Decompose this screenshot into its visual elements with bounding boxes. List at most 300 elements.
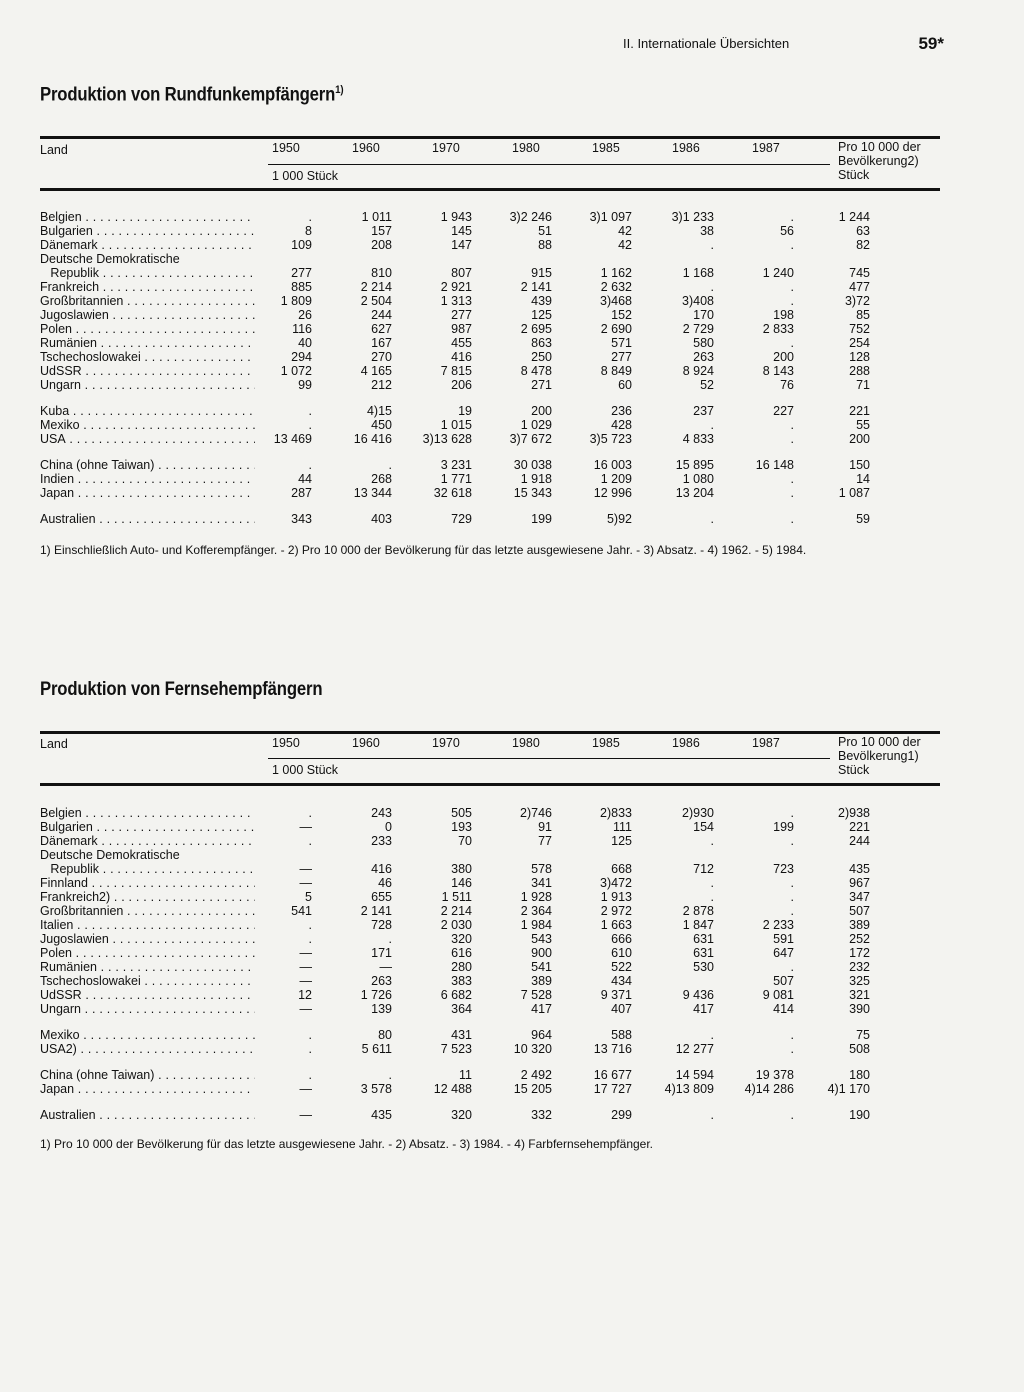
country-label: Großbritannien . . . (40, 904, 255, 918)
table-cell: 2 030 (440, 918, 472, 932)
table-cell: 417 (693, 1002, 714, 1016)
table-cell: 263 (371, 974, 392, 988)
table-cell: 2)833 (600, 806, 632, 820)
table-cell: 5 611 (361, 1042, 392, 1056)
table-cell: 280 (451, 960, 472, 974)
table-cell: 7 815 (440, 364, 472, 378)
table-cell: 244 (849, 834, 870, 848)
table-cell: 3)2 246 (509, 210, 552, 224)
table-cell: . (790, 512, 794, 526)
table-cell: . (308, 918, 312, 932)
table-cell: 212 (371, 378, 392, 392)
table-cell: 1 918 (520, 472, 552, 486)
table-cell: 723 (773, 862, 794, 876)
table-cell: 477 (849, 280, 870, 294)
country-label: Mexiko . . . (40, 418, 255, 432)
table-cell: . (790, 238, 794, 252)
table-cell: 320 (451, 1108, 472, 1122)
table-row (40, 988, 940, 1002)
table-cell: . (790, 960, 794, 974)
country-label: Mexiko . . . (40, 1028, 255, 1042)
table-cell: 455 (451, 336, 472, 350)
table-cell: 2 214 (440, 904, 472, 918)
table-cell: 157 (371, 224, 392, 238)
table-cell: 647 (773, 946, 794, 960)
table-cell: 403 (371, 512, 392, 526)
table-cell: 414 (773, 1002, 794, 1016)
table-row (40, 266, 940, 280)
table-row (40, 294, 940, 308)
table-cell: . (308, 834, 312, 848)
table-cell: 19 (458, 404, 472, 418)
table-cell: . (790, 336, 794, 350)
table2-col-per-population: Pro 10 000 der Bevölkerung1) Stück (838, 735, 921, 777)
table-cell: 16 148 (755, 458, 794, 472)
table-cell: 4)13 809 (664, 1082, 714, 1096)
table-row (40, 1002, 940, 1016)
table-row (40, 932, 940, 946)
table-cell: 571 (611, 336, 632, 350)
table-cell: 2 878 (682, 904, 714, 918)
table-cell: 198 (773, 308, 794, 322)
table-cell: 580 (693, 336, 714, 350)
table-cell: 200 (531, 404, 552, 418)
country-label: Republik . . . (40, 862, 255, 876)
table1-unit-rule (268, 164, 830, 165)
table-cell: . (790, 1028, 794, 1042)
table-row (40, 432, 940, 446)
table-cell: 967 (849, 876, 870, 890)
table-cell: 4 833 (682, 432, 714, 446)
table-cell: 227 (773, 404, 794, 418)
table2-year-header: 1980 (512, 736, 540, 750)
country-label: Jugoslawien . . . (40, 308, 255, 322)
table-cell: 1 087 (838, 486, 870, 500)
table-cell: . (710, 512, 714, 526)
table-cell: 4)1 170 (827, 1082, 870, 1096)
table-row (40, 1082, 940, 1096)
table-cell: 270 (371, 350, 392, 364)
table2-col-land: Land (40, 737, 68, 751)
table-row (40, 350, 940, 364)
table-cell: . (710, 238, 714, 252)
table2-unit: 1 000 Stück (272, 763, 339, 777)
table-cell: 32 618 (433, 486, 472, 500)
table-cell: 655 (371, 890, 392, 904)
table2-year-header: 1970 (432, 736, 460, 750)
country-label: UdSSR . . . (40, 988, 255, 1002)
table-cell: 167 (371, 336, 392, 350)
table-cell: 277 (291, 266, 312, 280)
table-cell: 125 (611, 834, 632, 848)
table-cell: 627 (371, 322, 392, 336)
country-label: Tschechoslowakei . . . (40, 350, 255, 364)
table-row (40, 512, 940, 526)
table-cell: . (710, 876, 714, 890)
table-cell: 320 (451, 932, 472, 946)
table-cell: 1 080 (682, 472, 714, 486)
table-cell: . (790, 294, 794, 308)
table-cell: 5 (305, 890, 312, 904)
table-cell: 154 (693, 820, 714, 834)
table-cell: 9 436 (682, 988, 714, 1002)
table-cell: 1 511 (441, 890, 472, 904)
table2-year-header: 1985 (592, 736, 620, 750)
table-cell: 13 204 (675, 486, 714, 500)
table-row (40, 418, 940, 432)
country-label: Tschechoslowakei . . . (40, 974, 255, 988)
table-cell: 885 (291, 280, 312, 294)
table-row (40, 862, 940, 876)
table-cell: 150 (849, 458, 870, 472)
row-group-gap (40, 1016, 940, 1028)
table-cell: 190 (849, 1108, 870, 1122)
table-cell: 666 (611, 932, 632, 946)
table1-body (40, 210, 940, 526)
table-cell: 1 240 (762, 266, 794, 280)
table-cell: . (308, 1042, 312, 1056)
table-cell: 610 (611, 946, 632, 960)
table-cell: 2 972 (600, 904, 632, 918)
table-cell: 987 (451, 322, 472, 336)
table-cell: . (790, 432, 794, 446)
table-cell: 277 (451, 308, 472, 322)
table-cell: . (308, 210, 312, 224)
table-cell: 2)938 (838, 806, 870, 820)
table-cell: 145 (451, 224, 472, 238)
table-cell: 416 (371, 862, 392, 876)
table-cell: . (388, 1068, 392, 1082)
table-row (40, 890, 940, 904)
table-cell: 199 (773, 820, 794, 834)
table-row (40, 960, 940, 974)
table-cell: 56 (780, 224, 794, 238)
table-cell: 8 478 (520, 364, 552, 378)
country-label: Dänemark . . . (40, 834, 255, 848)
table-cell: 3 578 (360, 1082, 392, 1096)
table-cell: 30 038 (513, 458, 552, 472)
table-cell: 26 (298, 308, 312, 322)
country-label: Polen . . . (40, 322, 255, 336)
table-row (40, 238, 940, 252)
table-cell: 3)72 (844, 294, 870, 308)
table-cell: . (710, 1108, 714, 1122)
table-cell: 16 416 (353, 432, 392, 446)
table-cell: 364 (451, 1002, 472, 1016)
table-cell: 2)930 (682, 806, 714, 820)
country-label: Ungarn . . . (40, 378, 255, 392)
table-cell: 11 (459, 1068, 472, 1082)
table-cell: — (299, 960, 312, 974)
table-cell: 389 (531, 974, 552, 988)
section-title: II. Internationale Übersichten (623, 36, 790, 51)
table-row (40, 322, 940, 336)
country-label: Rumänien . . . (40, 336, 255, 350)
table-cell: 2 632 (600, 280, 632, 294)
table-cell: 180 (849, 1068, 870, 1082)
table-cell: 146 (451, 876, 472, 890)
table-cell: 6 682 (440, 988, 472, 1002)
table-cell: 9 371 (600, 988, 632, 1002)
table-cell: 7 523 (440, 1042, 472, 1056)
table-cell: 2 214 (360, 280, 392, 294)
table-cell: 435 (371, 1108, 392, 1122)
table-cell: . (790, 472, 794, 486)
table-cell: . (308, 1028, 312, 1042)
table-cell: 16 677 (593, 1068, 632, 1082)
table-cell: 85 (856, 308, 870, 322)
table-cell: 77 (538, 834, 552, 848)
country-label: Rumänien . . . (40, 960, 255, 974)
table-cell: 964 (531, 1028, 552, 1042)
table-cell: 383 (451, 974, 472, 988)
table-cell: 3)13 628 (422, 432, 472, 446)
table-cell: 2 364 (520, 904, 552, 918)
table-cell: . (388, 932, 392, 946)
table-cell: 712 (693, 862, 714, 876)
table-cell: 417 (531, 1002, 552, 1016)
table-cell: 332 (531, 1108, 552, 1122)
table-row (40, 364, 940, 378)
table1-top-rule (40, 136, 940, 139)
table-cell: 13 344 (353, 486, 392, 500)
table-cell: 109 (291, 238, 312, 252)
table-cell: 1 168 (682, 266, 714, 280)
table-cell: 631 (693, 932, 714, 946)
table-cell: — (379, 960, 392, 974)
country-label: Belgien . . . (40, 806, 255, 820)
table-cell: 252 (849, 932, 870, 946)
table-cell: 152 (611, 308, 632, 322)
table1 (40, 136, 940, 536)
table-cell: 200 (849, 432, 870, 446)
country-label: USA . . . (40, 432, 255, 446)
table-cell: . (790, 418, 794, 432)
table-cell: 111 (612, 820, 632, 834)
table-cell: 59 (856, 512, 870, 526)
table-row (40, 1042, 940, 1056)
table-cell: 299 (611, 1108, 632, 1122)
table-cell: — (299, 1082, 312, 1096)
table-cell: 341 (531, 876, 552, 890)
table-cell: . (710, 1028, 714, 1042)
table-cell: 9 081 (762, 988, 794, 1002)
table-cell: 347 (849, 890, 870, 904)
table-cell: 233 (371, 834, 392, 848)
table-cell: 44 (298, 472, 312, 486)
country-label: Großbritannien . . . (40, 294, 255, 308)
table-cell: 0 (385, 820, 392, 834)
table-cell: . (790, 890, 794, 904)
table-cell: 507 (773, 974, 794, 988)
table-cell: . (790, 486, 794, 500)
table-cell: 268 (371, 472, 392, 486)
table-cell: 435 (849, 862, 870, 876)
table-row (40, 486, 940, 500)
table-cell: 12 (298, 988, 312, 1002)
table-cell: 863 (531, 336, 552, 350)
country-label: Kuba . . . (40, 404, 255, 418)
table1-year-header: 1986 (672, 141, 700, 155)
table-cell: 170 (693, 308, 714, 322)
country-label: Ungarn . . . (40, 1002, 255, 1016)
table-cell: 416 (451, 350, 472, 364)
table-cell: 4)14 286 (744, 1082, 794, 1096)
table-cell: 2 833 (762, 322, 794, 336)
table-cell: 70 (458, 834, 472, 848)
table-cell: 1 011 (361, 210, 392, 224)
table-cell: 668 (611, 862, 632, 876)
table-cell: 171 (371, 946, 392, 960)
table-cell: — (299, 820, 312, 834)
table-cell: 1 928 (520, 890, 552, 904)
table-cell: 13 469 (273, 432, 312, 446)
table-cell: 530 (693, 960, 714, 974)
table-cell: 63 (856, 224, 870, 238)
row-group-gap (40, 1056, 940, 1068)
table-cell: . (308, 932, 312, 946)
table1-year-header: 1987 (752, 141, 780, 155)
country-label: USA2) . . . (40, 1042, 255, 1056)
table-cell: 407 (611, 1002, 632, 1016)
table-cell: 588 (611, 1028, 632, 1042)
table-cell: . (308, 418, 312, 432)
country-label: Italien . . . (40, 918, 255, 932)
table1-year-header: 1970 (432, 141, 460, 155)
table-cell: 2 921 (440, 280, 472, 294)
table-cell: . (710, 280, 714, 294)
table-row (40, 252, 940, 266)
table-cell: 14 594 (675, 1068, 714, 1082)
table-cell: 3)1 097 (589, 210, 632, 224)
row-group-gap (40, 446, 940, 458)
table-row (40, 834, 940, 848)
table-row (40, 458, 940, 472)
table-cell: 8 143 (762, 364, 794, 378)
table-cell: 5)92 (606, 512, 632, 526)
table-cell: 343 (291, 512, 312, 526)
table-row (40, 378, 940, 392)
table-cell: 237 (693, 404, 714, 418)
table-cell: . (790, 904, 794, 918)
table-cell: 390 (849, 1002, 870, 1016)
table-cell: 221 (849, 404, 870, 418)
table-cell: 254 (849, 336, 870, 350)
table-cell: 631 (693, 946, 714, 960)
table-cell: — (299, 946, 312, 960)
table-cell: 15 895 (675, 458, 714, 472)
table-cell: 3)408 (682, 294, 714, 308)
table-cell: 2 729 (682, 322, 714, 336)
table-cell: 91 (538, 820, 552, 834)
country-label: Australien . . . (40, 512, 255, 526)
table-cell: 172 (849, 946, 870, 960)
table2-body (40, 806, 940, 1122)
table-cell: 439 (531, 294, 552, 308)
table-cell: . (710, 418, 714, 432)
table-cell: 116 (292, 322, 312, 336)
table-cell: 147 (451, 238, 472, 252)
table2-top-rule (40, 731, 940, 734)
table-cell: — (299, 1002, 312, 1016)
table-cell: 71 (856, 378, 870, 392)
table-cell: 14 (856, 472, 870, 486)
table-cell: 450 (371, 418, 392, 432)
country-label: Australien . . . (40, 1108, 255, 1122)
country-label: Indien . . . (40, 472, 255, 486)
table-row (40, 308, 940, 322)
table-row (40, 1108, 940, 1122)
table-cell: 52 (700, 378, 714, 392)
table-cell: . (790, 1108, 794, 1122)
table-cell: . (308, 458, 312, 472)
table-cell: 1 771 (440, 472, 472, 486)
table-cell: 8 849 (600, 364, 632, 378)
table-cell: 2)746 (520, 806, 552, 820)
table-cell: 206 (451, 378, 472, 392)
country-label: Dänemark . . . (40, 238, 255, 252)
table-cell: 541 (531, 960, 552, 974)
table-cell: 13 716 (593, 1042, 632, 1056)
table-cell: . (790, 1042, 794, 1056)
table-cell: 321 (849, 988, 870, 1002)
table-cell: 46 (378, 876, 392, 890)
table-cell: 1 984 (520, 918, 552, 932)
country-label: Finnland . . . (40, 876, 255, 890)
table-cell: 12 996 (593, 486, 632, 500)
table-cell: 236 (611, 404, 632, 418)
table2-year-header: 1987 (752, 736, 780, 750)
table-cell: 745 (849, 266, 870, 280)
table-cell: 752 (849, 322, 870, 336)
table1-title: Produktion von Rundfunkempfängern$^{1)}$ (40, 84, 344, 106)
table-cell: . (388, 458, 392, 472)
country-label: Jugoslawien . . . (40, 932, 255, 946)
table2 (40, 731, 940, 1131)
table-cell: 88 (538, 238, 552, 252)
table-cell: 1 847 (682, 918, 714, 932)
country-label: Polen . . . (40, 946, 255, 960)
country-label: Frankreich . . . (40, 280, 255, 294)
table-cell: 1 663 (600, 918, 632, 932)
table-cell: 42 (618, 224, 632, 238)
table-cell: 578 (531, 862, 552, 876)
table1-header-rule (40, 188, 940, 191)
table-cell: 40 (298, 336, 312, 350)
table-cell: 128 (849, 350, 870, 364)
table-cell: 591 (773, 932, 794, 946)
table-cell: 380 (451, 862, 472, 876)
table-cell: 807 (451, 266, 472, 280)
table-cell: 42 (618, 238, 632, 252)
table-cell: 16 003 (593, 458, 632, 472)
table-cell: . (790, 876, 794, 890)
table-cell: 3)5 723 (589, 432, 632, 446)
table-cell: 541 (291, 904, 312, 918)
table-cell: 522 (611, 960, 632, 974)
table-cell: 507 (849, 904, 870, 918)
table-cell: . (790, 280, 794, 294)
table-row (40, 336, 940, 350)
table-cell: . (710, 834, 714, 848)
table-cell: 19 378 (755, 1068, 794, 1082)
table-cell: 51 (538, 224, 552, 238)
table-cell: 3)7 672 (509, 432, 552, 446)
table-cell: 1 313 (440, 294, 472, 308)
table-row (40, 946, 940, 960)
table-cell: 76 (780, 378, 794, 392)
table1-col-per-population: Pro 10 000 der Bevölkerung2) Stück (838, 140, 921, 182)
